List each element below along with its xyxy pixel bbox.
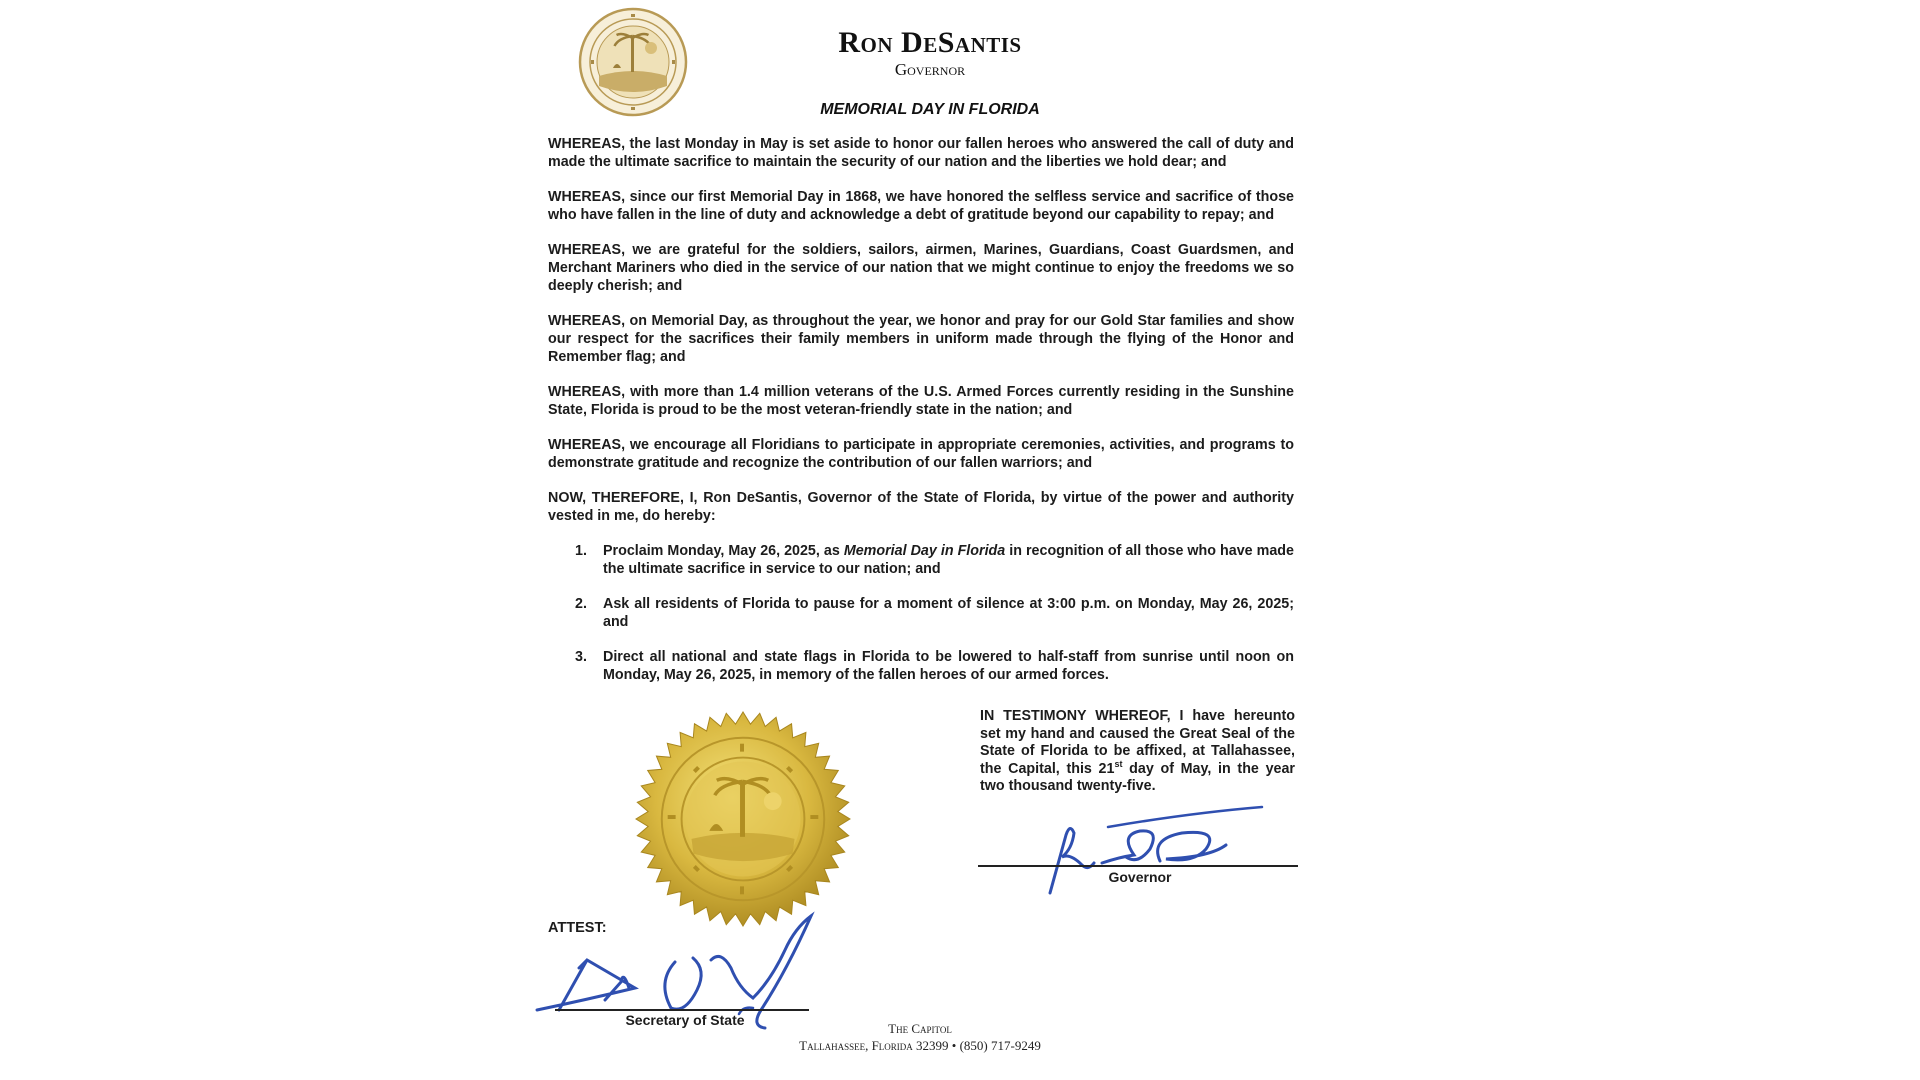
testimony-ordinal: st [1114, 758, 1123, 769]
resolution-item [548, 595, 1294, 631]
resolution-text: Ask all residents of Florida to pause for a moment of silence at 3:00 p.m. on Monday, May 26, 2025; and [603, 596, 1294, 630]
whereas-paragraph: WHEREAS, we encourage all Floridians to participate in appropriate ceremonies, activities, and programs to demonstrate gratitude and recognize the contribution of our fallen warriors; and [548, 437, 1294, 471]
proclamation-body [548, 135, 1294, 701]
governor-signature-line [978, 865, 1298, 867]
testimony-text-end: day of May, in the year two thousand twenty-five. [980, 760, 1295, 794]
testimony-paragraph [980, 708, 1295, 796]
florida-state-seal-icon [577, 6, 689, 118]
resolution-number: 2. [575, 596, 587, 612]
resolution-number: 1. [575, 543, 587, 559]
footer-address-line-2: Tallahassee, Florida 32399 • (850) 717-9249 [799, 1038, 1041, 1053]
governor-title-header: Governor [894, 60, 966, 79]
resolution-item [548, 542, 1294, 578]
gold-great-seal-icon [634, 710, 852, 928]
governor-name-header: Ron DeSantis [838, 26, 1022, 59]
footer-address-line-1: The Capitol [888, 1021, 952, 1036]
whereas-paragraph: WHEREAS, we are grateful for the soldiers, sailors, airmen, Marines, Guardians, Coast Guardsmen, and Merchant Mariners who died in the service of our nation that we might continue to enjoy the freedoms we so deeply cherish; and [548, 242, 1294, 294]
whereas-paragraph: WHEREAS, with more than 1.4 million veterans of the U.S. Armed Forces currently residing in the Sunshine State, Florida is proud to be the most veteran-friendly state in the nation; and [548, 384, 1294, 418]
attest-label: ATTEST: [548, 920, 607, 936]
secretary-signature-label: Secretary of State [625, 1012, 745, 1028]
proclamation-title: MEMORIAL DAY IN FLORIDA [820, 101, 1040, 118]
resolution-text-end: in recognition of all those who have made the ultimate sacrifice in service to our nation; and [603, 543, 1294, 577]
resolution-text: Direct all national and state flags in Florida to be lowered to half-staff from sunrise until noon on Monday, May 26, 2025, in memory of the fallen heroes of our armed forces. [603, 649, 1294, 683]
therefore-paragraph: NOW, THEREFORE, I, Ron DeSantis, Governor of the State of Florida, by virtue of the power and authority vested in me, do hereby: [548, 490, 1294, 524]
resolution-item [548, 648, 1294, 684]
resolution-number: 3. [575, 649, 587, 665]
whereas-paragraph: WHEREAS, the last Monday in May is set aside to honor our fallen heroes who answered the call of duty and made the ultimate sacrifice to maintain the security of our nation and the liberties we hold dear; and [548, 136, 1294, 170]
whereas-paragraph: WHEREAS, on Memorial Day, as throughout the year, we honor and pray for our Gold Star families and show our respect for the sacrifices their family members in uniform made through the flying of the Honor and Remember flag; and [548, 313, 1294, 365]
resolution-text: Proclaim Monday, May 26, 2025, as [603, 543, 844, 559]
resolutions-list [548, 542, 1294, 684]
testimony-text: IN TESTIMONY WHEREOF, I have hereunto set my hand and caused the Great Seal of the State of Florida to be affixed, at Tallahassee, the Capital, this 21 [980, 708, 1295, 777]
resolution-emphasis: Memorial Day in Florida [843, 543, 1006, 559]
governor-signature-label: Governor [1108, 869, 1172, 885]
whereas-paragraph: WHEREAS, since our first Memorial Day in 1868, we have honored the selfless service and sacrifice of those who have fallen in the line of duty and acknowledge a debt of gratitude beyond our capability to repay; and [548, 189, 1294, 223]
secretary-signature-line [555, 1009, 809, 1011]
